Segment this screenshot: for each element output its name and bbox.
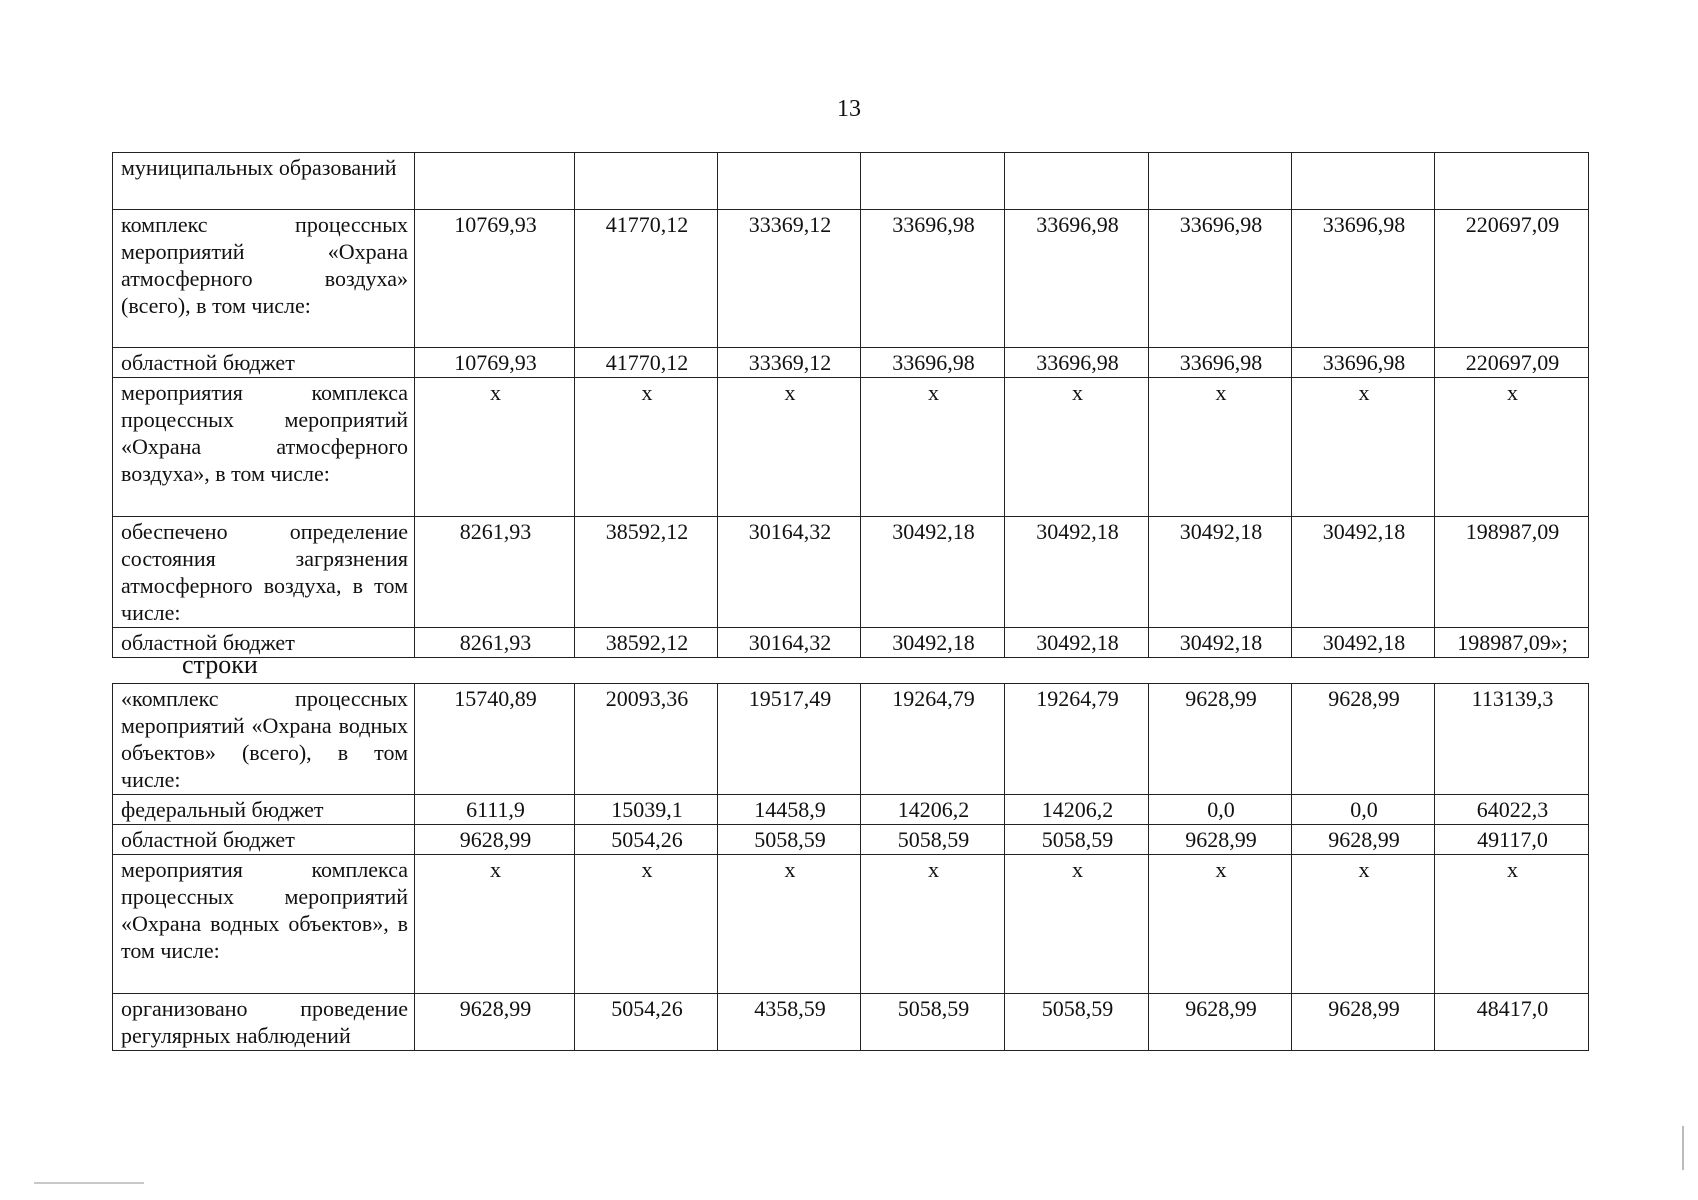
value-cell: 33369,12	[718, 348, 861, 378]
value-cell: 30492,18	[861, 628, 1005, 658]
value-cell: 113139,3	[1435, 684, 1589, 795]
value-cell: 9628,99	[1292, 825, 1435, 855]
value-cell: х	[1292, 855, 1435, 994]
row-label: мероприятия комплекса процессных мероприятий «Охрана водных объектов», в том числе:	[113, 855, 415, 994]
value-cell: 33696,98	[861, 348, 1005, 378]
table-row	[113, 795, 1589, 825]
value-cell	[861, 153, 1005, 210]
value-cell: 8261,93	[415, 628, 575, 658]
value-cell: 33369,12	[718, 210, 861, 348]
value-cell: 10769,93	[415, 210, 575, 348]
value-cell: х	[1149, 378, 1292, 517]
value-cell: 5058,59	[1005, 825, 1149, 855]
value-cell: 38592,12	[575, 517, 718, 628]
value-cell: 14458,9	[718, 795, 861, 825]
value-cell	[1149, 153, 1292, 210]
value-cell: х	[1292, 378, 1435, 517]
value-cell: 14206,2	[861, 795, 1005, 825]
value-cell: х	[1149, 855, 1292, 994]
page-number: 13	[837, 96, 861, 122]
value-cell: 30492,18	[1149, 628, 1292, 658]
value-cell: 15740,89	[415, 684, 575, 795]
table-row	[113, 210, 1589, 348]
value-cell: 30492,18	[1005, 517, 1149, 628]
value-cell: 30492,18	[861, 517, 1005, 628]
value-cell: 220697,09	[1435, 348, 1589, 378]
value-cell	[1292, 153, 1435, 210]
value-cell: х	[718, 855, 861, 994]
table-row	[113, 378, 1589, 517]
value-cell: 33696,98	[1292, 348, 1435, 378]
value-cell: 64022,3	[1435, 795, 1589, 825]
value-cell	[718, 153, 861, 210]
value-cell	[1005, 153, 1149, 210]
value-cell: 10769,93	[415, 348, 575, 378]
value-cell: 30492,18	[1292, 628, 1435, 658]
value-cell: 30492,18	[1005, 628, 1149, 658]
table-row	[113, 855, 1589, 994]
row-label: «комплекс процессных мероприятий «Охрана водных объектов» (всего), в том числе:	[113, 684, 415, 795]
row-label: муниципальных образований	[113, 153, 415, 210]
table-row	[113, 684, 1589, 795]
value-cell: 5054,26	[575, 825, 718, 855]
value-cell: х	[1435, 855, 1589, 994]
value-cell: 33696,98	[1149, 348, 1292, 378]
value-cell: х	[575, 855, 718, 994]
value-cell: х	[861, 855, 1005, 994]
value-cell: 8261,93	[415, 517, 575, 628]
row-label: обеспечено определение состояния загрязнения атмосферного воздуха, в том числе:	[113, 517, 415, 628]
table-row	[113, 348, 1589, 378]
value-cell: 20093,36	[575, 684, 718, 795]
budget-table-water	[112, 683, 1589, 1051]
value-cell: 15039,1	[575, 795, 718, 825]
value-cell: х	[575, 378, 718, 517]
value-cell	[575, 153, 718, 210]
row-label: областной бюджет	[113, 825, 415, 855]
value-cell: 33696,98	[1005, 210, 1149, 348]
budget-table-air	[112, 152, 1589, 658]
value-cell: 33696,98	[1149, 210, 1292, 348]
value-cell: 49117,0	[1435, 825, 1589, 855]
row-label: мероприятия комплекса процессных мероприятий «Охрана атмосферного воздуха», в том числе:	[113, 378, 415, 517]
value-cell: 0,0	[1292, 795, 1435, 825]
value-cell: 198987,09	[1435, 517, 1589, 628]
scan-artifact-line	[34, 1182, 144, 1184]
value-cell: 5054,26	[575, 994, 718, 1051]
value-cell: 33696,98	[1005, 348, 1149, 378]
value-cell: 4358,59	[718, 994, 861, 1051]
value-cell: х	[415, 378, 575, 517]
value-cell: 30164,32	[718, 517, 861, 628]
value-cell	[1435, 153, 1589, 210]
value-cell: 9628,99	[415, 994, 575, 1051]
value-cell: 198987,09»;	[1435, 628, 1589, 658]
value-cell: х	[1005, 855, 1149, 994]
between-tables-label: строки	[182, 650, 258, 679]
value-cell: 5058,59	[861, 994, 1005, 1051]
value-cell	[415, 153, 575, 210]
value-cell: 14206,2	[1005, 795, 1149, 825]
table-row	[113, 153, 1589, 210]
value-cell: 5058,59	[718, 825, 861, 855]
value-cell: 30164,32	[718, 628, 861, 658]
value-cell: 0,0	[1149, 795, 1292, 825]
row-label: областной бюджет	[113, 628, 415, 658]
value-cell: 19517,49	[718, 684, 861, 795]
row-label: организовано проведение регулярных наблюдений	[113, 994, 415, 1051]
value-cell: 48417,0	[1435, 994, 1589, 1051]
row-label: областной бюджет	[113, 348, 415, 378]
value-cell: 5058,59	[861, 825, 1005, 855]
value-cell: 33696,98	[1292, 210, 1435, 348]
value-cell: 30492,18	[1292, 517, 1435, 628]
table-row	[113, 825, 1589, 855]
value-cell: 19264,79	[861, 684, 1005, 795]
value-cell: 41770,12	[575, 210, 718, 348]
value-cell: 9628,99	[1149, 684, 1292, 795]
value-cell: 9628,99	[1292, 994, 1435, 1051]
value-cell: 30492,18	[1149, 517, 1292, 628]
value-cell: 19264,79	[1005, 684, 1149, 795]
value-cell: 6111,9	[415, 795, 575, 825]
scan-artifact-line	[1682, 1126, 1684, 1170]
value-cell: 5058,59	[1005, 994, 1149, 1051]
value-cell: 9628,99	[1149, 825, 1292, 855]
value-cell: 9628,99	[1292, 684, 1435, 795]
value-cell: 9628,99	[1149, 994, 1292, 1051]
value-cell: х	[718, 378, 861, 517]
table-row	[113, 517, 1589, 628]
value-cell: 41770,12	[575, 348, 718, 378]
table-row	[113, 994, 1589, 1051]
value-cell: 38592,12	[575, 628, 718, 658]
row-label: комплекс процессных мероприятий «Охрана атмосферного воздуха» (всего), в том числе:	[113, 210, 415, 348]
value-cell: х	[1435, 378, 1589, 517]
value-cell: 9628,99	[415, 825, 575, 855]
value-cell: х	[861, 378, 1005, 517]
value-cell: х	[1005, 378, 1149, 517]
value-cell: 220697,09	[1435, 210, 1589, 348]
value-cell: 33696,98	[861, 210, 1005, 348]
value-cell: х	[415, 855, 575, 994]
row-label: федеральный бюджет	[113, 795, 415, 825]
table-row	[113, 628, 1589, 658]
